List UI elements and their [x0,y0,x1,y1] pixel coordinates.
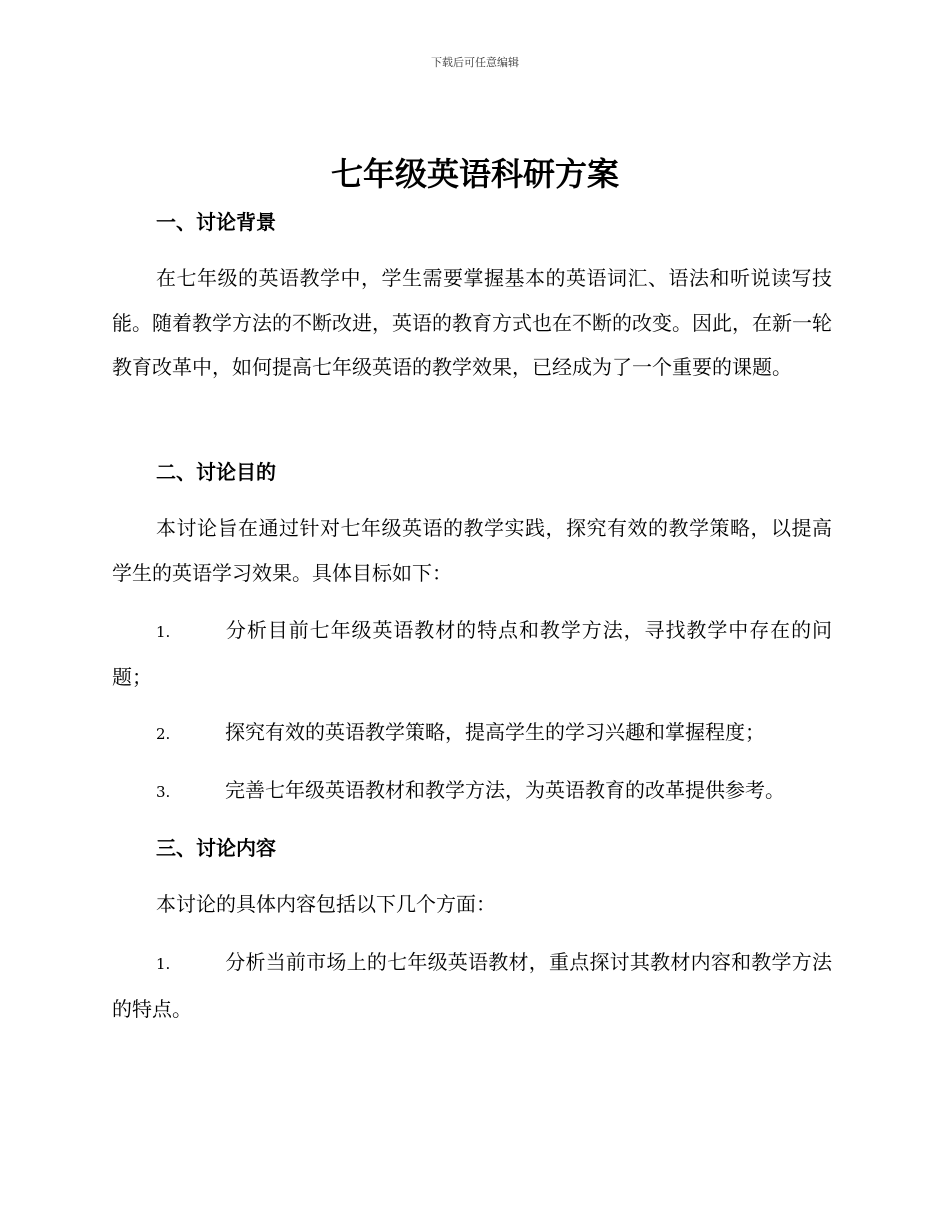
content-paragraph: 本讨论的具体内容包括以下几个方面： [156,892,496,916]
list-item-text: 分析目前七年级英语教材的特点和教学方法，寻找教学中存在的问题； [112,618,832,689]
page-header-note: 下载后可任意编辑 [431,56,519,69]
list-item-number: 3. [156,783,171,801]
background-paragraph: 在七年级的英语教学中，学生需要掌握基本的英语词汇、语法和听说读写技能。随着教学方法的不断改进，英语的教育方式也在不断的改变。因此，在新一轮教育改革中，如何提高七年级英语的教学效果，已经成为了一个重要的课题。 [112,266,832,379]
list-item [112,608,832,699]
section-heading-content: 三、讨论内容 [156,836,276,860]
purpose-paragraph: 本讨论旨在通过针对七年级英语的教学实践，探究有效的教学策略，以提高学生的英语学习效果。具体目标如下： [112,516,832,585]
list-item [112,940,832,1031]
list-item-text: 探究有效的英语教学策略，提高学生的学习兴趣和掌握程度； [225,720,765,744]
list-item [112,768,832,815]
list-item-number: 2. [156,725,171,743]
list-item-text: 完善七年级英语教材和教学方法，为英语教育的改革提供参考。 [225,778,785,802]
list-item [112,710,832,757]
section-heading-background: 一、讨论背景 [156,210,276,234]
list-item-number: 1. [156,623,171,641]
list-item-number: 1. [156,955,171,973]
document-title: 七年级英语科研方案 [330,155,619,193]
section-heading-purpose: 二、讨论目的 [156,460,276,484]
list-item-text: 分析当前市场上的七年级英语教材，重点探讨其教材内容和教学方法的特点。 [112,950,832,1021]
